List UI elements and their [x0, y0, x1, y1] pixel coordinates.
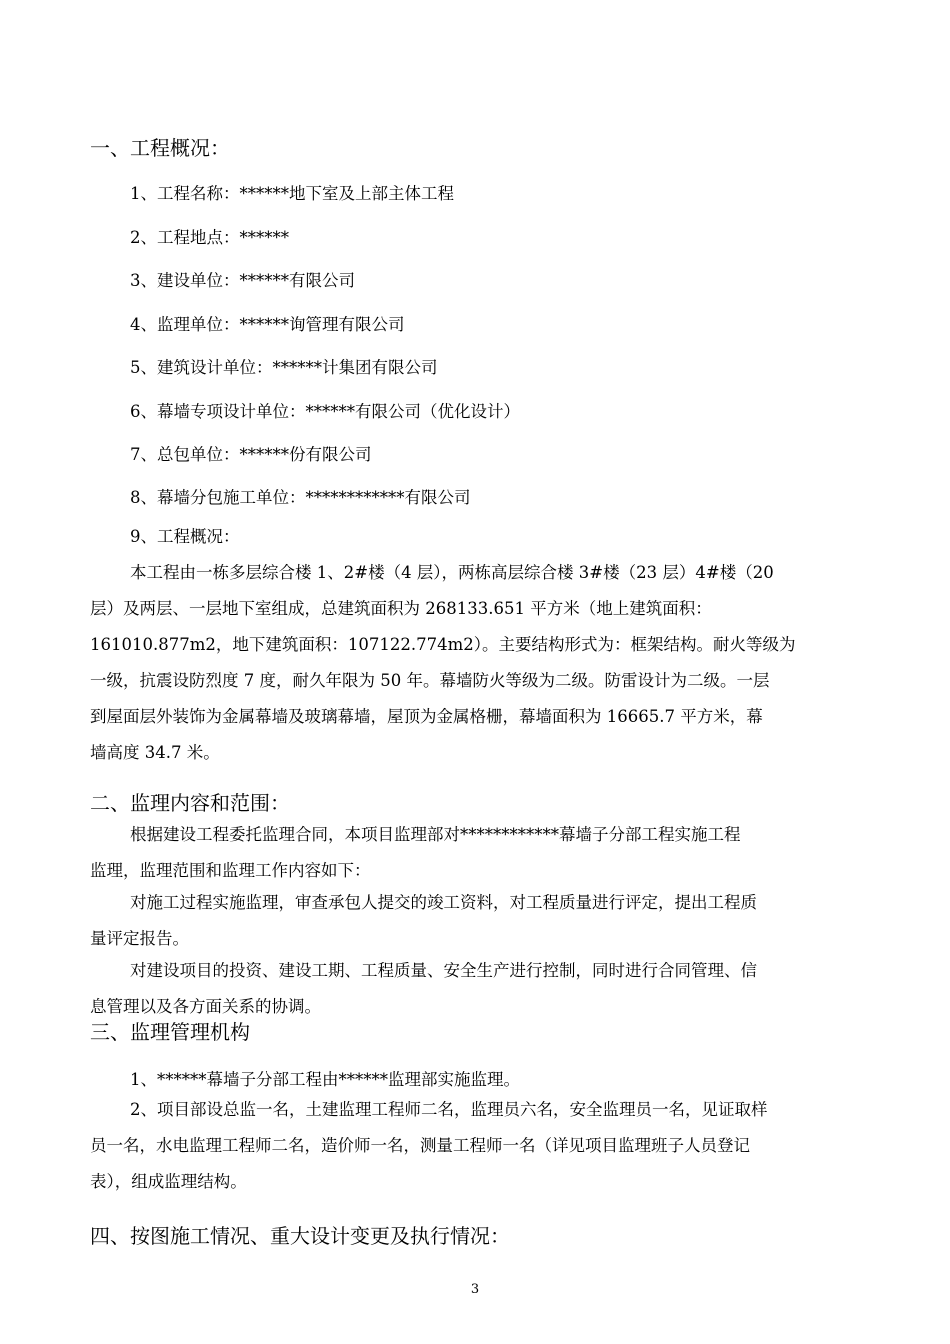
paragraph-line: 量评定报告。 [90, 929, 189, 948]
paragraph-line: 161010.877m2，地下建筑面积：107122.774m2）。主要结构形式为：框架结构。耐火等级为 [90, 635, 796, 654]
paragraph-line: 对建设项目的投资、建设工期、工程质量、安全生产进行控制，同时进行合同管理、信 [130, 961, 757, 980]
list-item: 2、工程地点：****** [130, 228, 289, 247]
list-item: 1、******幕墙子分部工程由******监理部实施监理。 [130, 1070, 520, 1089]
list-item: 1、工程名称：******地下室及上部主体工程 [130, 184, 454, 203]
paragraph-line: 墙高度 34.7 米。 [90, 743, 220, 762]
section-heading-organization: 三、监理管理机构 [90, 1020, 250, 1044]
list-item: 8、幕墙分包施工单位：************有限公司 [130, 488, 471, 507]
section-heading-scope: 二、监理内容和范围： [90, 791, 290, 815]
paragraph-line: 到屋面层外装饰为金属幕墙及玻璃幕墙，屋顶为金属格栅，幕墙面积为 16665.7 平方米，幕 [90, 707, 763, 726]
scope-paragraph-1 [90, 817, 856, 889]
overview-paragraph [90, 555, 856, 771]
list-item: 4、监理单位：******询管理有限公司 [130, 315, 405, 334]
organization-paragraph [90, 1092, 856, 1200]
paragraph-line: 员一名，水电监理工程师二名，造价师一名，测量工程师一名（详见项目监理班子人员登记 [90, 1136, 750, 1155]
paragraph-line: 息管理以及各方面关系的协调。 [90, 997, 321, 1016]
paragraph-line: 表），组成监理结构。 [90, 1172, 247, 1191]
scope-paragraph-2 [90, 885, 856, 957]
paragraph-line: 对施工过程实施监理，审查承包人提交的竣工资料，对工程质量进行评定，提出工程质 [130, 893, 757, 912]
section-heading-construction: 四、按图施工情况、重大设计变更及执行情况： [90, 1224, 510, 1248]
paragraph-line: 监理，监理范围和监理工作内容如下： [90, 861, 371, 880]
list-item: 9、工程概况： [130, 527, 240, 546]
paragraph-line: 根据建设工程委托监理合同，本项目监理部对************幕墙子分部工程实施工程 [130, 825, 741, 844]
paragraph-line: 2、项目部设总监一名，土建监理工程师二名，监理员六名，安全监理员一名，见证取样 [130, 1100, 768, 1119]
list-item: 6、幕墙专项设计单位：******有限公司（优化设计） [130, 402, 520, 421]
section-heading-overview: 一、工程概况： [90, 136, 230, 160]
list-item: 3、建设单位：******有限公司 [130, 271, 355, 290]
paragraph-line: 一级，抗震设防烈度 7 度，耐久年限为 50 年。幕墙防火等级为二级。防雷设计为二级。一层 [90, 671, 770, 690]
page-number: 3 [470, 1282, 480, 1297]
list-item: 5、建筑设计单位：******计集团有限公司 [130, 358, 438, 377]
paragraph-line: 层）及两层、一层地下室组成，总建筑面积为 268133.651 平方米（地上建筑面积： [90, 599, 712, 618]
scope-paragraph-3 [90, 953, 856, 1025]
list-item: 7、总包单位：******份有限公司 [130, 445, 372, 464]
paragraph-line: 本工程由一栋多层综合楼 1、2#楼（4 层），两栋高层综合楼 3#楼（23 层）4#楼（20 [130, 563, 774, 582]
